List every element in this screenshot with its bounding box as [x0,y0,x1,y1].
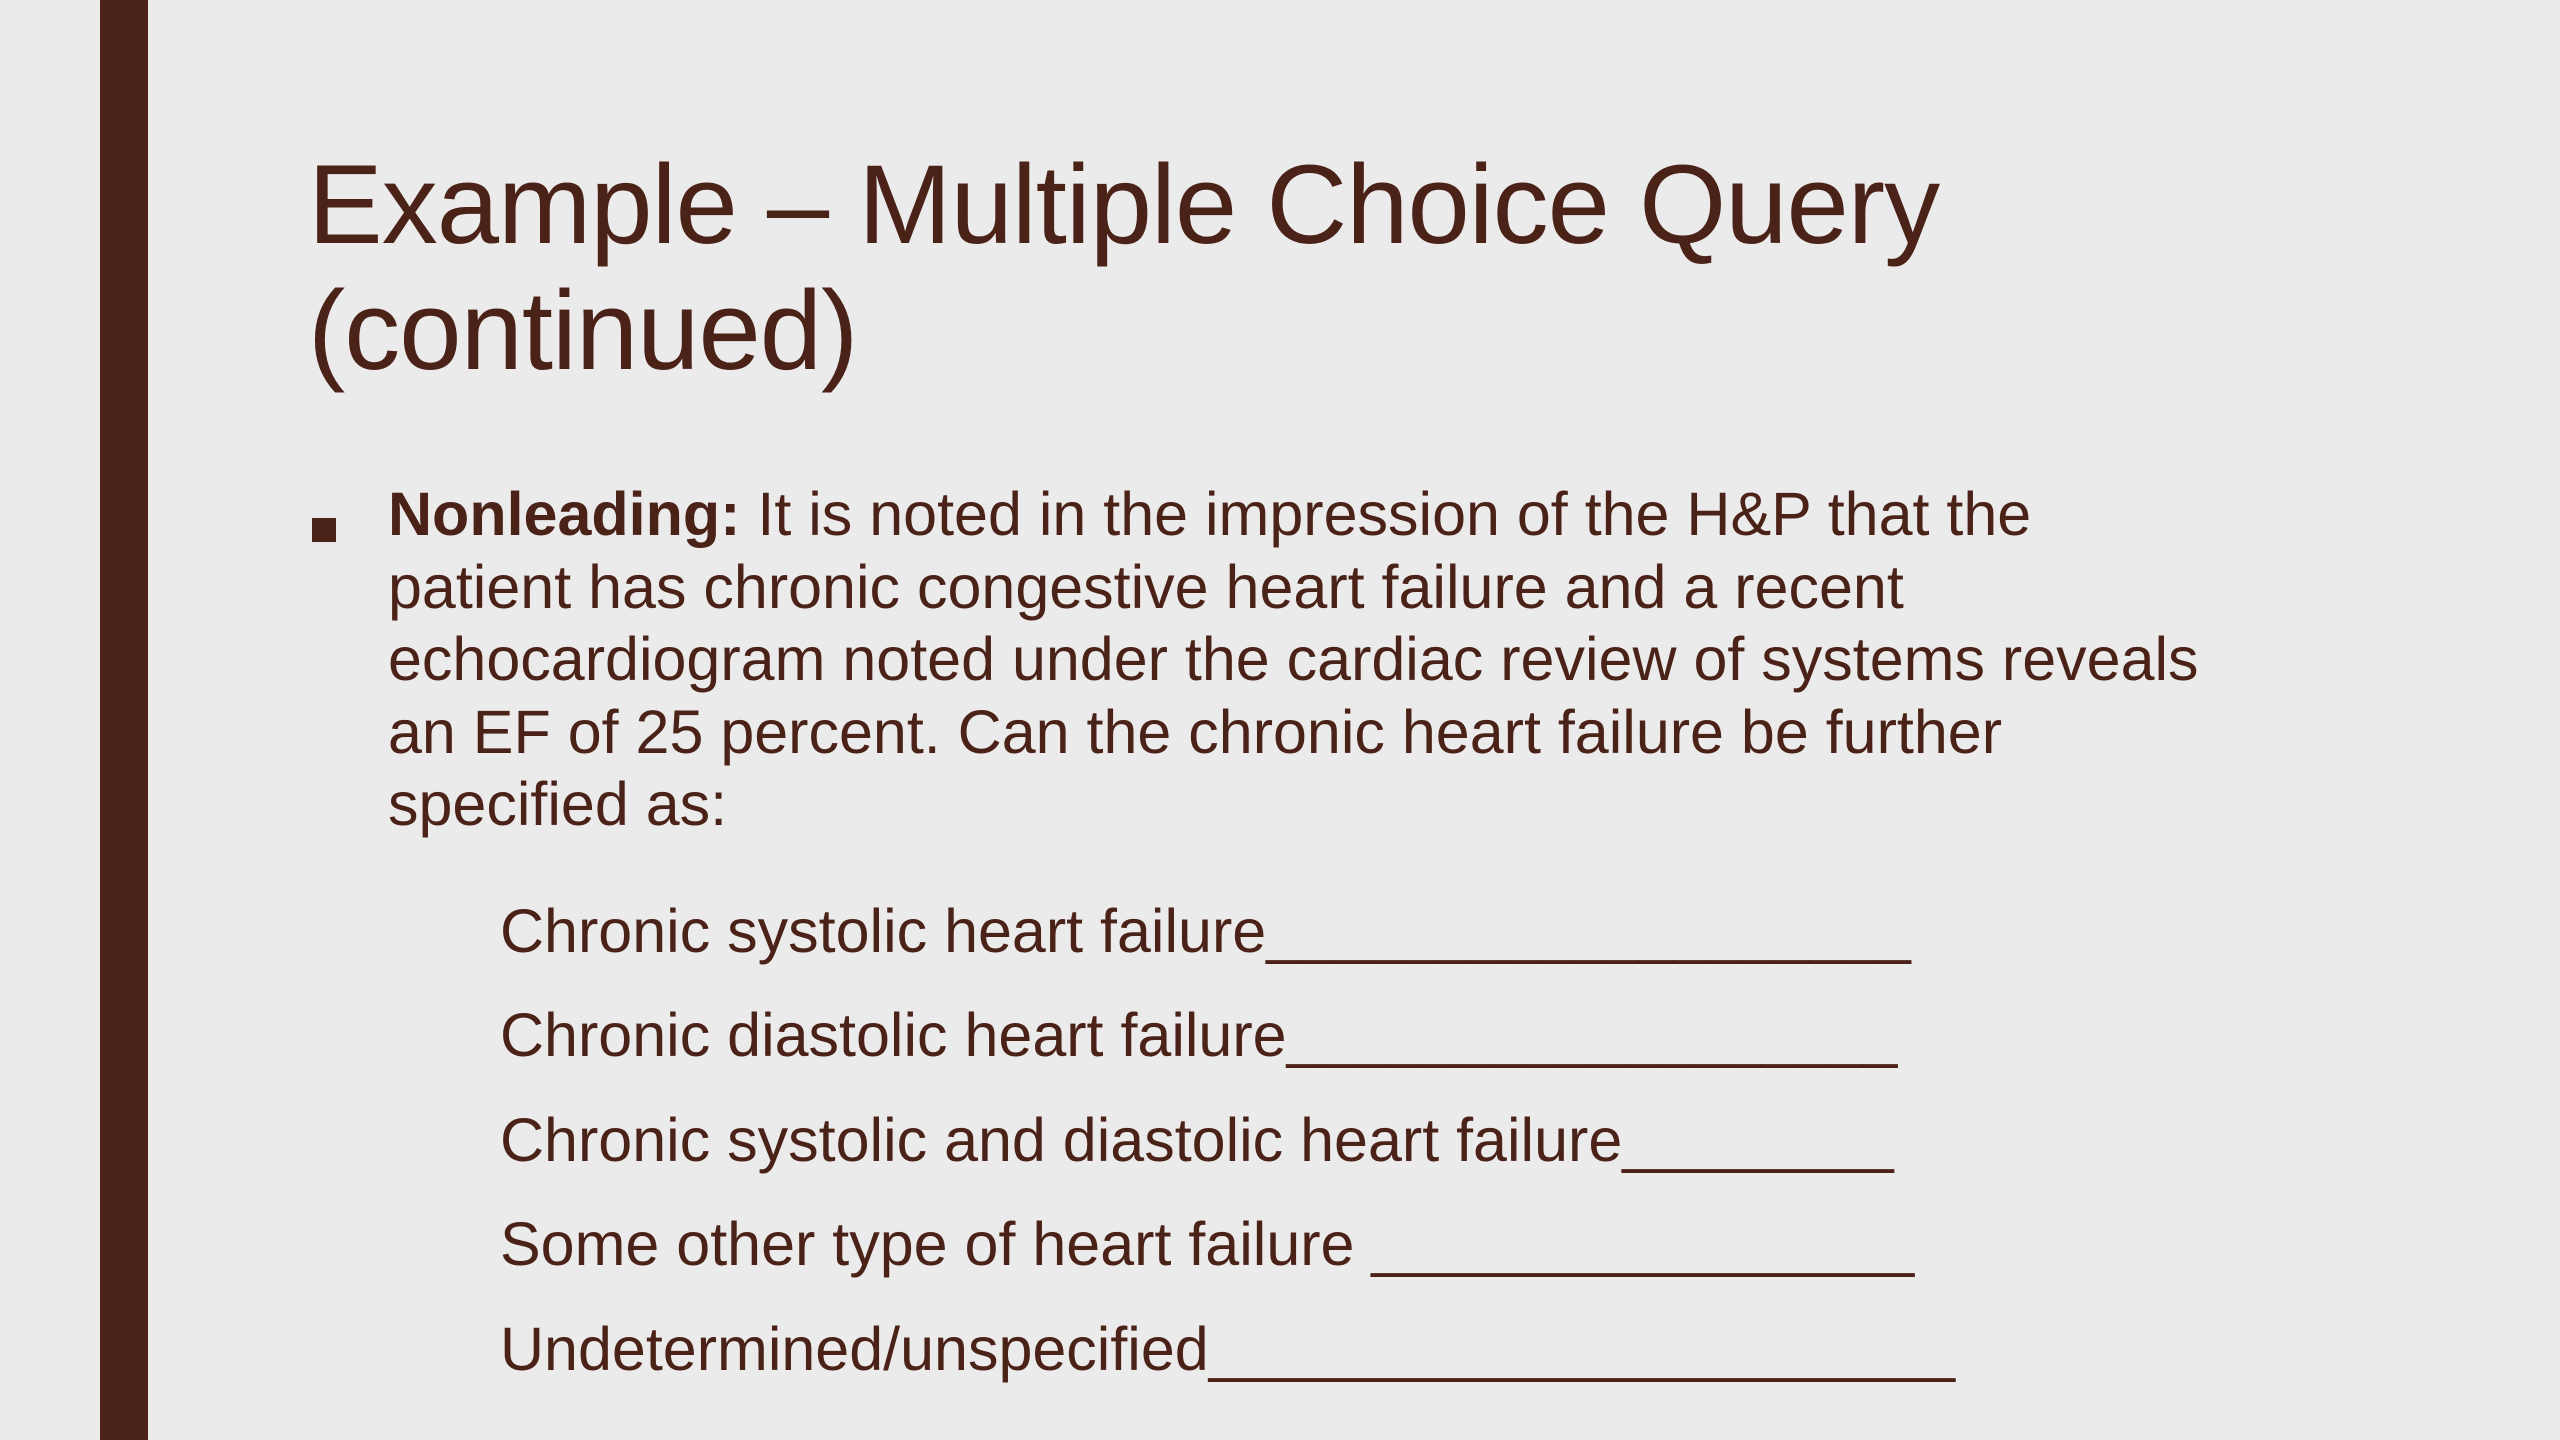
slide-title [308,142,2308,394]
choice-list [500,879,2228,1402]
choice-option-2: Chronic diastolic heart failure__________________ [500,1001,1898,1069]
choice-option-1: Chronic systolic heart failure___________________ [500,896,1911,965]
title-line-1: Example – Multiple Choice Query [308,142,1940,267]
choice-option-3: Chronic systolic and diastolic heart failure________ [500,1105,1894,1174]
bullet-item [308,478,2228,841]
choice-option-5: Undetermined/unspecified______________________ [500,1314,1956,1383]
bullet-lead: Nonleading: [388,480,741,548]
accent-bar [100,0,148,1440]
bullet-text: It is noted in the impression of the H&P that the patient has chronic congestive heart failure and a recent echocardiogram noted under the cardiac review of systems reveals an EF of 25 percent. Can the chronic heart failure be further specified as: [388,480,2199,838]
title-line-2: (continued) [308,268,858,393]
slide-body [308,478,2228,1401]
square-bullet-icon [312,518,336,542]
choice-option-4: Some other type of heart failure ________________ [500,1210,1915,1278]
